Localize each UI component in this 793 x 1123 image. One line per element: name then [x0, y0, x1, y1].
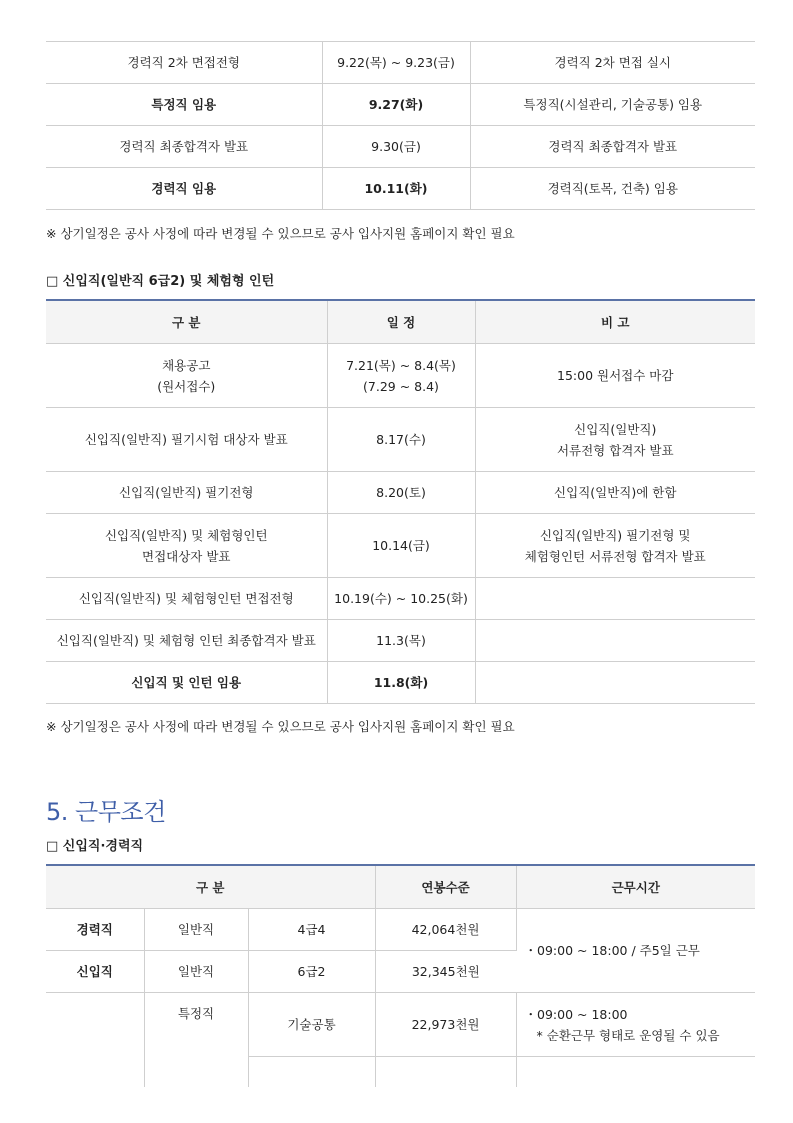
schedule-note	[475, 578, 755, 620]
table-row	[46, 620, 755, 662]
salary-cell	[375, 1057, 516, 1088]
section-title-working-conditions: 5. 근무조건	[46, 798, 166, 826]
grade-cell: 4급4	[248, 909, 375, 951]
schedule-note: 15:00 원서접수 마감	[475, 344, 755, 408]
schedule-item: 신입직(일반직) 및 체험형 인턴 최종합격자 발표	[46, 620, 327, 662]
column-header: 비 고	[475, 300, 755, 344]
table-header-row	[46, 300, 755, 344]
table-row	[46, 578, 755, 620]
job-type-cell: 일반직	[144, 909, 248, 951]
schedule-item: 경력직 최종합격자 발표	[46, 126, 322, 168]
job-type-cell: 특정직	[144, 993, 248, 1088]
schedule-date: 10.14(금)	[327, 514, 475, 578]
schedule-note: 경력직 최종합격자 발표	[470, 126, 755, 168]
schedule-date: 10.19(수) ~ 10.25(화)	[327, 578, 475, 620]
schedule-notice: ※ 상기일정은 공사 사정에 따라 변경될 수 있으므로 공사 입사지원 홈페이지 확인 필요	[46, 226, 515, 241]
salary-cell: 42,064천원	[375, 909, 516, 951]
recruitment-schedule-experienced-table	[46, 41, 755, 210]
table-row	[46, 514, 755, 578]
job-type-cell: 일반직	[144, 951, 248, 993]
schedule-note: 특정직(시설관리, 기술공통) 임용	[470, 84, 755, 126]
grade-cell	[248, 1057, 375, 1088]
schedule-date: 11.3(목)	[327, 620, 475, 662]
schedule-date: 11.8(화)	[327, 662, 475, 704]
working-conditions-table	[46, 864, 755, 1087]
table-row	[46, 472, 755, 514]
table-row	[46, 993, 755, 1057]
grade-cell: 기술공통	[248, 993, 375, 1057]
table-header-row	[46, 865, 755, 909]
category-cell: 신입직	[46, 951, 144, 993]
schedule-item: 신입직 및 인턴 임용	[46, 662, 327, 704]
schedule-date: 8.17(수)	[327, 408, 475, 472]
table-row	[46, 84, 755, 126]
table-row	[46, 126, 755, 168]
schedule-date: 7.21(목) ~ 8.4(목) (7.29 ~ 8.4)	[327, 344, 475, 408]
schedule-note: 경력직(토목, 건축) 임용	[470, 168, 755, 210]
table-row	[46, 168, 755, 210]
recruitment-schedule-new-table	[46, 299, 755, 704]
table-row	[46, 408, 755, 472]
table-row	[46, 909, 755, 951]
schedule-note: 신입직(일반직)에 한함	[475, 472, 755, 514]
salary-cell: 22,973천원	[375, 993, 516, 1057]
schedule-item: 신입직(일반직) 및 체험형인턴 면접전형	[46, 578, 327, 620]
schedule-date: 9.30(금)	[322, 126, 470, 168]
category-cell: 경력직	[46, 909, 144, 951]
column-header: 구 분	[46, 865, 375, 909]
section-heading-new-hires: □ 신입직(일반직 6급2) 및 체험형 인턴	[46, 274, 275, 289]
schedule-note: 신입직(일반직) 필기전형 및 체험형인턴 서류전형 합격자 발표	[475, 514, 755, 578]
schedule-item: 특정직 임용	[46, 84, 322, 126]
schedule-note	[475, 620, 755, 662]
salary-cell: 32,345천원	[375, 951, 516, 993]
schedule-note: 신입직(일반직) 서류전형 합격자 발표	[475, 408, 755, 472]
schedule-item: 채용공고 (원서접수)	[46, 344, 327, 408]
column-header: 연봉수준	[375, 865, 516, 909]
schedule-note: 경력직 2차 면접 실시	[470, 42, 755, 84]
schedule-date: 9.27(화)	[322, 84, 470, 126]
column-header: 일 정	[327, 300, 475, 344]
schedule-date: 8.20(토)	[327, 472, 475, 514]
schedule-note	[475, 662, 755, 704]
schedule-item: 신입직(일반직) 필기전형	[46, 472, 327, 514]
schedule-item: 경력직 임용	[46, 168, 322, 210]
grade-cell: 6급2	[248, 951, 375, 993]
working-hours-cell	[516, 1057, 755, 1088]
schedule-notice: ※ 상기일정은 공사 사정에 따라 변경될 수 있으므로 공사 입사지원 홈페이지 확인 필요	[46, 719, 515, 734]
table-row	[46, 344, 755, 408]
schedule-item: 경력직 2차 면접전형	[46, 42, 322, 84]
schedule-date: 10.11(화)	[322, 168, 470, 210]
column-header: 구 분	[46, 300, 327, 344]
table-row	[46, 42, 755, 84]
section-heading-staff: □ 신입직·경력직	[46, 839, 144, 854]
working-hours-cell: ・09:00 ~ 18:00 * 순환근무 형태로 운영될 수 있음	[516, 993, 755, 1057]
schedule-item: 신입직(일반직) 및 체험형인턴 면접대상자 발표	[46, 514, 327, 578]
working-hours-cell: ・09:00 ~ 18:00 / 주5일 근무	[516, 909, 755, 993]
schedule-date: 9.22(목) ~ 9.23(금)	[322, 42, 470, 84]
table-row	[46, 662, 755, 704]
category-cell	[46, 993, 144, 1088]
schedule-item: 신입직(일반직) 필기시험 대상자 발표	[46, 408, 327, 472]
column-header: 근무시간	[516, 865, 755, 909]
